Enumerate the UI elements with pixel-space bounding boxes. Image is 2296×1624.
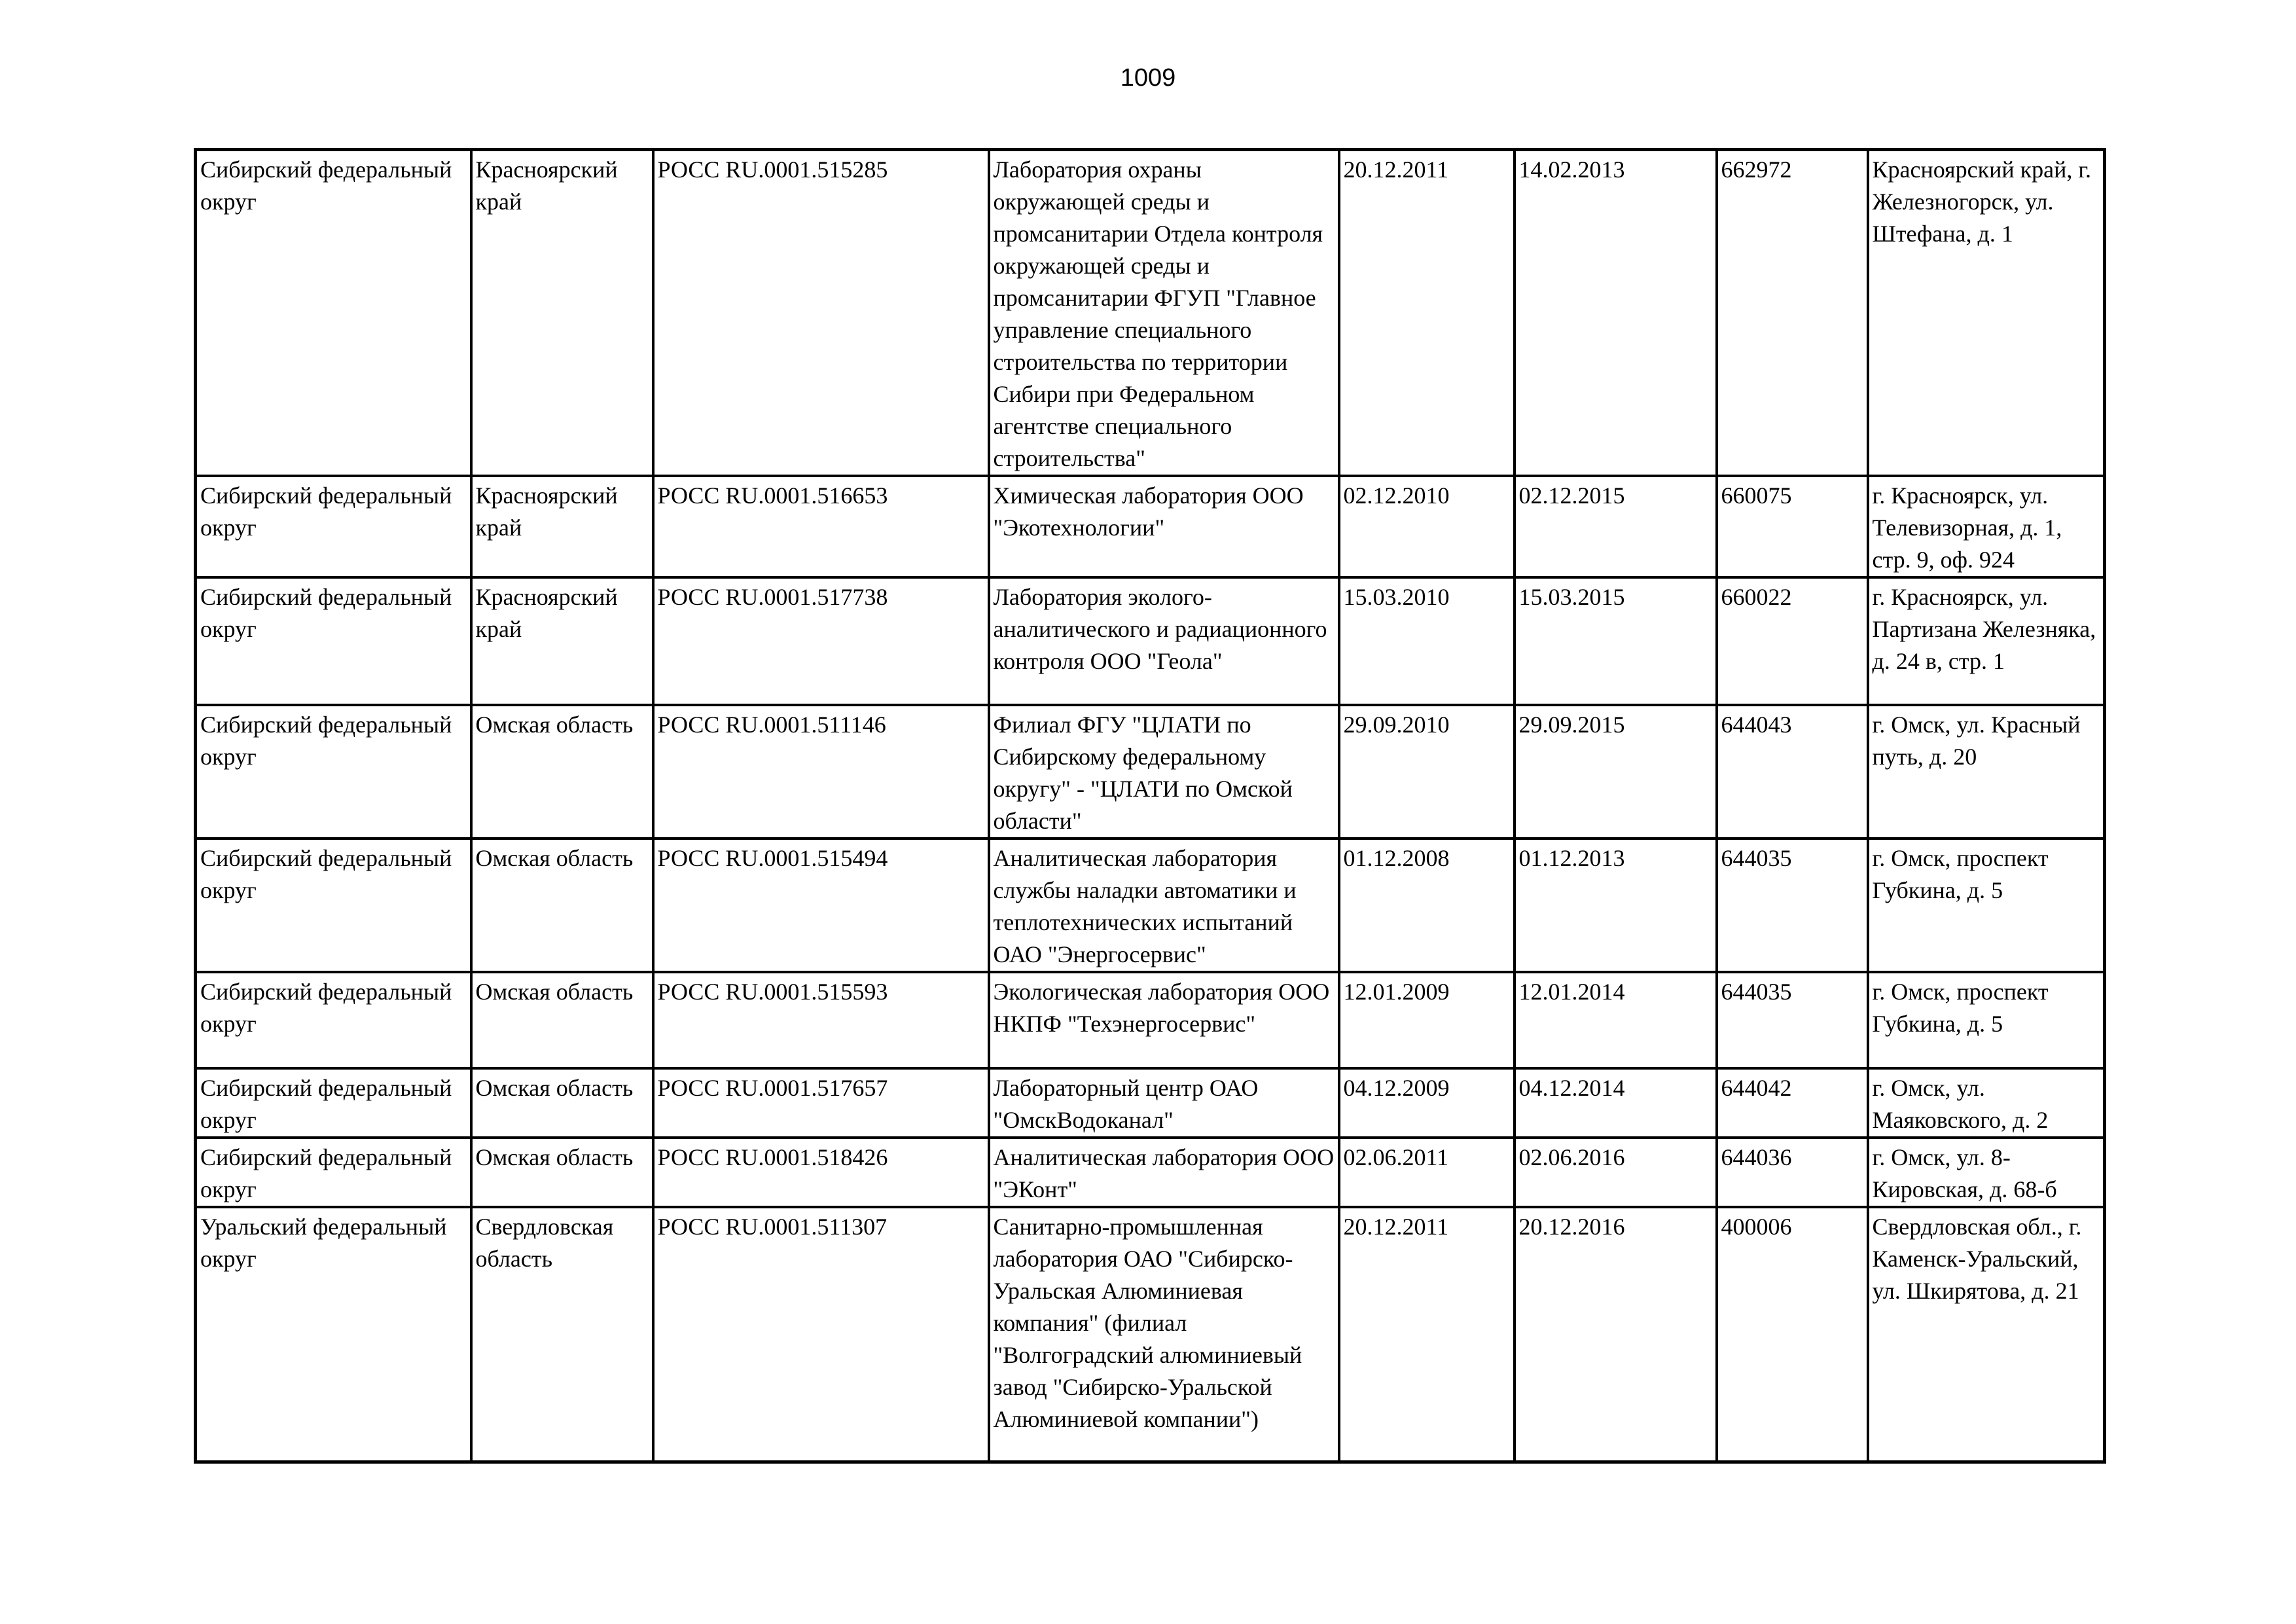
date-to-cell: 02.06.2016: [1515, 1138, 1717, 1207]
postal-code-cell: 644035: [1717, 972, 1868, 1068]
district-cell: Сибирский федеральный округ: [196, 705, 471, 839]
region-cell: Омская область: [471, 1068, 653, 1138]
date-from-cell: 29.09.2010: [1339, 705, 1515, 839]
postal-code-cell: 644035: [1717, 839, 1868, 972]
laboratory-cell: Филиал ФГУ "ЦЛАТИ по Сибирскому федеральному округу" - "ЦЛАТИ по Омской области": [989, 705, 1339, 839]
laboratory-cell: Химическая лаборатория ООО "Экотехнологии": [989, 476, 1339, 577]
region-cell: Омская область: [471, 1138, 653, 1207]
date-from-cell: 20.12.2011: [1339, 150, 1515, 477]
postal-code-cell: 644036: [1717, 1138, 1868, 1207]
date-to-cell: 04.12.2014: [1515, 1068, 1717, 1138]
district-cell: Сибирский федеральный округ: [196, 839, 471, 972]
district-cell: Сибирский федеральный округ: [196, 150, 471, 477]
date-to-cell: 02.12.2015: [1515, 476, 1717, 577]
postal-code-cell: 660075: [1717, 476, 1868, 577]
certificate-cell: РОСС RU.0001.511307: [653, 1207, 989, 1462]
date-to-cell: 15.03.2015: [1515, 577, 1717, 705]
address-cell: г. Омск, ул. Красный путь, д. 20: [1868, 705, 2105, 839]
page-number: 1009: [1120, 64, 1176, 92]
address-cell: г. Омск, ул. Маяковского, д. 2: [1868, 1068, 2105, 1138]
postal-code-cell: 644042: [1717, 1068, 1868, 1138]
date-to-cell: 14.02.2013: [1515, 150, 1717, 477]
laboratory-cell: Лаборатория охраны окружающей среды и промсанитарии Отдела контроля окружающей среды и промсанитарии ФГУП "Главное управление специального строительства по территории Сибири при Федеральном агентстве специального строительства": [989, 150, 1339, 477]
region-cell: Красноярский край: [471, 476, 653, 577]
postal-code-cell: 644043: [1717, 705, 1868, 839]
region-cell: Омская область: [471, 705, 653, 839]
date-to-cell: 01.12.2013: [1515, 839, 1717, 972]
laboratory-cell: Экологическая лаборатория ООО НКПФ "Техэнергосервис": [989, 972, 1339, 1068]
address-cell: г. Красноярск, ул. Телевизорная, д. 1, стр. 9, оф. 924: [1868, 476, 2105, 577]
table-row: [196, 577, 2105, 705]
date-from-cell: 01.12.2008: [1339, 839, 1515, 972]
certificate-cell: РОСС RU.0001.511146: [653, 705, 989, 839]
certificate-cell: РОСС RU.0001.515593: [653, 972, 989, 1068]
address-cell: г. Красноярск, ул. Партизана Железняка, д. 24 в, стр. 1: [1868, 577, 2105, 705]
laboratory-registry-table: [194, 148, 2106, 1464]
postal-code-cell: 662972: [1717, 150, 1868, 477]
table-row: [196, 1207, 2105, 1462]
certificate-cell: РОСС RU.0001.517657: [653, 1068, 989, 1138]
address-cell: Красноярский край, г. Железногорск, ул. Штефана, д. 1: [1868, 150, 2105, 477]
address-cell: г. Омск, ул. 8-Кировская, д. 68-б: [1868, 1138, 2105, 1207]
date-from-cell: 15.03.2010: [1339, 577, 1515, 705]
laboratory-cell: Санитарно-промышленная лаборатория ОАО "Сибирско-Уральская Алюминиевая компания" (филиал "Волгоградский алюминиевый завод "Сибирско-Уральской Алюминиевой компании"): [989, 1207, 1339, 1462]
table-row: [196, 839, 2105, 972]
postal-code-cell: 400006: [1717, 1207, 1868, 1462]
table-row: [196, 705, 2105, 839]
laboratory-cell: Аналитическая лаборатория ООО "ЭКонт": [989, 1138, 1339, 1207]
certificate-cell: РОСС RU.0001.517738: [653, 577, 989, 705]
district-cell: Уральский федеральный округ: [196, 1207, 471, 1462]
region-cell: Омская область: [471, 839, 653, 972]
district-cell: Сибирский федеральный округ: [196, 1138, 471, 1207]
table-row: [196, 476, 2105, 577]
address-cell: г. Омск, проспект Губкина, д. 5: [1868, 972, 2105, 1068]
postal-code-cell: 660022: [1717, 577, 1868, 705]
table-row: [196, 150, 2105, 477]
certificate-cell: РОСС RU.0001.515285: [653, 150, 989, 477]
table-row: [196, 972, 2105, 1068]
region-cell: Красноярский край: [471, 577, 653, 705]
certificate-cell: РОСС RU.0001.518426: [653, 1138, 989, 1207]
date-from-cell: 02.12.2010: [1339, 476, 1515, 577]
district-cell: Сибирский федеральный округ: [196, 972, 471, 1068]
laboratory-cell: Лаборатория эколого-аналитического и радиационного контроля ООО "Геола": [989, 577, 1339, 705]
date-to-cell: 29.09.2015: [1515, 705, 1717, 839]
certificate-cell: РОСС RU.0001.515494: [653, 839, 989, 972]
region-cell: Омская область: [471, 972, 653, 1068]
address-cell: г. Омск, проспект Губкина, д. 5: [1868, 839, 2105, 972]
address-cell: Свердловская обл., г. Каменск-Уральский, ул. Шкирятова, д. 21: [1868, 1207, 2105, 1462]
laboratory-cell: Аналитическая лаборатория службы наладки автоматики и теплотехнических испытаний ОАО "Энергосервис": [989, 839, 1339, 972]
date-to-cell: 20.12.2016: [1515, 1207, 1717, 1462]
date-from-cell: 12.01.2009: [1339, 972, 1515, 1068]
region-cell: Свердловская область: [471, 1207, 653, 1462]
table-row: [196, 1068, 2105, 1138]
certificate-cell: РОСС RU.0001.516653: [653, 476, 989, 577]
table-row: [196, 1138, 2105, 1207]
district-cell: Сибирский федеральный округ: [196, 577, 471, 705]
laboratory-cell: Лабораторный центр ОАО "ОмскВодоканал": [989, 1068, 1339, 1138]
region-cell: Красноярский край: [471, 150, 653, 477]
date-from-cell: 04.12.2009: [1339, 1068, 1515, 1138]
date-from-cell: 20.12.2011: [1339, 1207, 1515, 1462]
district-cell: Сибирский федеральный округ: [196, 1068, 471, 1138]
date-to-cell: 12.01.2014: [1515, 972, 1717, 1068]
date-from-cell: 02.06.2011: [1339, 1138, 1515, 1207]
district-cell: Сибирский федеральный округ: [196, 476, 471, 577]
